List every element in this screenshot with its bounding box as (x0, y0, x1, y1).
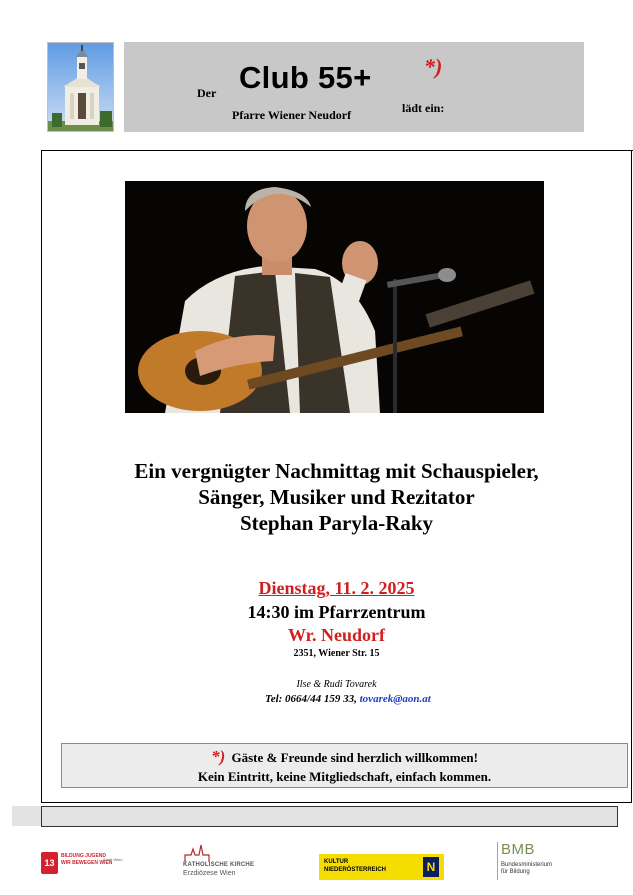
bj-line-1: BILDUNG JUGEND (61, 853, 107, 859)
contact-line (265, 693, 431, 705)
invites-text: lädt ein: (402, 101, 445, 115)
bmb-logo (497, 842, 577, 882)
frame-tick (626, 150, 633, 151)
contact-phone: Tel: 0664/44 159 33, (265, 693, 357, 705)
bj-line-2: WIR BEWEGEN WIEN (61, 860, 113, 866)
performer-illustration (125, 181, 544, 413)
asterisk-mark: *) (424, 54, 443, 79)
headline-line-2: Sänger, Musiker und Rezitator (198, 485, 475, 509)
bmb-line-2: für Bildung (501, 869, 530, 875)
noe-badge-icon: N (423, 857, 439, 877)
cathedral-icon (183, 843, 213, 863)
church-photo (47, 42, 114, 132)
welcome-note-line-1 (61, 747, 628, 767)
event-address: 2351, Wiener Str. 15 (293, 648, 380, 659)
contact-email-link[interactable]: tovarek@aon.at (359, 693, 431, 705)
bmb-title: BMB (501, 841, 536, 858)
kultur-noe-logo (319, 854, 444, 880)
kultur-line-2: NIEDERÖSTERREICH (324, 867, 387, 873)
header-der: Der (197, 86, 217, 100)
parish-name: Pfarre Wiener Neudorf (232, 108, 352, 122)
stadt-wien-text: Stadt Wien (103, 857, 123, 862)
bmb-subtitle (501, 862, 552, 876)
note-line-1-text: Gäste & Freunde sind herzlich willkommen! (231, 750, 478, 765)
headline-line-3: Stephan Paryla-Raky (239, 511, 434, 535)
bildung-jugend-badge: 13 (41, 852, 58, 874)
kultur-noe-text (324, 858, 386, 874)
kultur-line-1: KULTUR (324, 859, 349, 865)
note-asterisk-mark: *) (211, 747, 226, 766)
kirche-line-1: KATHOLISCHE KIRCHE (183, 862, 255, 868)
welcome-note-line-2: Kein Eintritt, keine Mitgliedschaft, einfach kommen. (197, 769, 492, 784)
footer-strip-frame (41, 806, 618, 827)
kirche-line-2: Erzdiözese Wien (183, 870, 236, 877)
contact-names: Ilse & Rudi Tovarek (296, 679, 377, 690)
headline-line-1: Ein vergnügter Nachmittag mit Schauspieler, (134, 459, 539, 483)
event-date: Dienstag, 11. 2. 2025 (258, 578, 415, 598)
event-town: Wr. Neudorf (287, 625, 385, 645)
performer-photo (125, 181, 544, 413)
event-time-place: 14:30 im Pfarrzentrum (247, 602, 426, 622)
bmb-line-1: Bundesministerium (501, 862, 553, 868)
katholische-kirche-logo (183, 843, 263, 881)
club-title: Club 55+ (239, 60, 372, 95)
bildung-jugend-logo (41, 852, 125, 878)
church-illustration (48, 43, 114, 132)
bmb-divider (497, 842, 498, 880)
event-headline (60, 458, 613, 536)
